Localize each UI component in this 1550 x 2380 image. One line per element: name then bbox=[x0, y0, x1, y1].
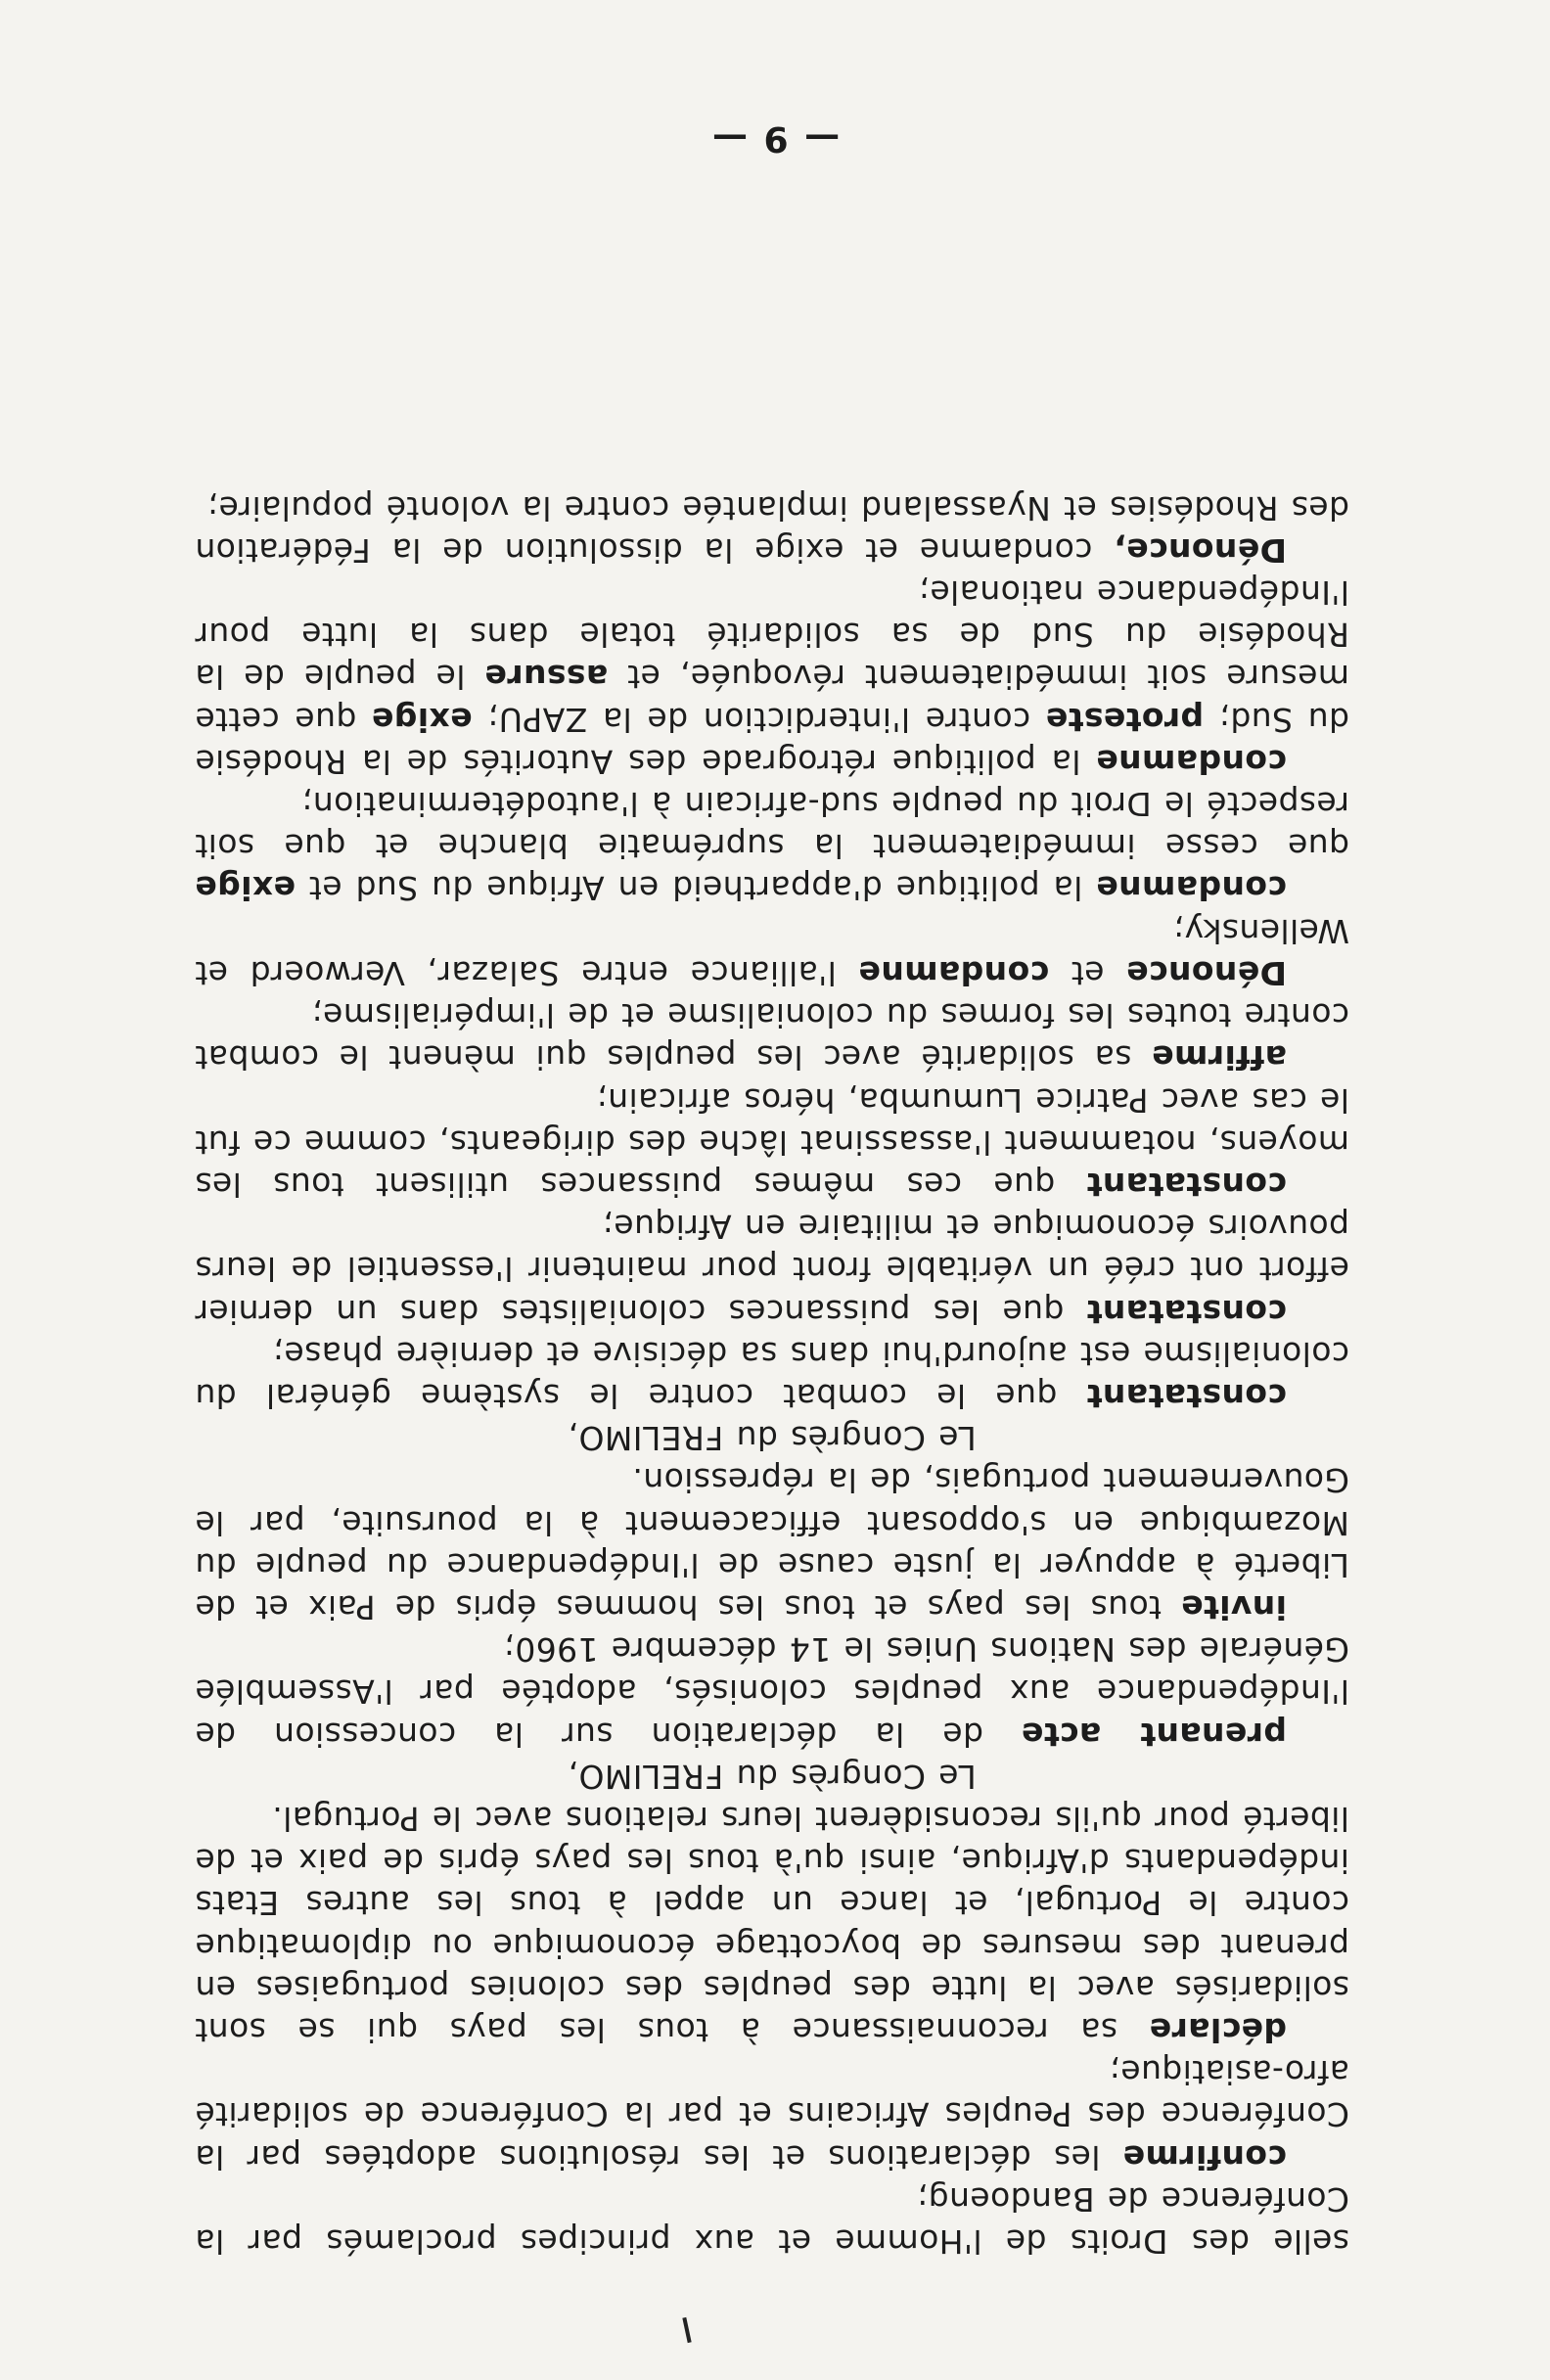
keyword-condamne: condamne bbox=[858, 953, 1050, 992]
paragraph-text: sa solidarité avec les peuples qui mènent le combat contre toutes les formes du colonialisme et de l'impérialisme; bbox=[195, 996, 1349, 1077]
paragraph-text: selle des Droits de l'Homme et aux principes proclamés par la Conférence de Bandoeng; bbox=[195, 2179, 1349, 2261]
stray-pen-mark bbox=[682, 2317, 691, 2343]
paragraph-text: tous les pays et tous les hommes épris de Paix et de Liberté à appuyer la juste cause de l'Indépendance du peuple du Mozambique en s'opposant efficacement à la poursuite, par le Gouvernement portugais, de la répression. bbox=[195, 1461, 1349, 1626]
paragraph-text: que cette mesure soit immédiatement révoquée, et bbox=[195, 658, 1349, 739]
paragraph-bandoeng bbox=[195, 2178, 1349, 2263]
paragraph-text: sa reconnaissance à tous les pays qui se sont solidarisés avec la lutte des peuples des colonies portugaises en prenant des mesures de boycottage économique ou diplomatique contre le Portugal, et lance un appel à tous les autres Etats indépendants d'Afrique, ainsi qu'à tous les pays épris de paix et de liberté pour qu'ils reconsidèrent leurs relations avec le Portugal. bbox=[195, 1799, 1349, 2049]
paragraph-denonce-condamne bbox=[195, 910, 1349, 994]
keyword-constatant: constatant bbox=[1086, 1165, 1287, 1204]
keyword-confirme: confirme bbox=[1122, 2137, 1287, 2176]
paragraph-text: et bbox=[1049, 953, 1126, 992]
keyword-constatant: constatant bbox=[1086, 1376, 1287, 1415]
keyword-denonce: Dénonce bbox=[1125, 953, 1287, 992]
page-number: — 9 — bbox=[709, 118, 841, 159]
keyword-prenant-acte: prenant acte bbox=[1021, 1715, 1287, 1754]
text-column bbox=[195, 486, 1349, 2263]
heading-congres-1 bbox=[195, 1756, 1349, 1798]
keyword-denonce: Dénonce, bbox=[1113, 530, 1287, 570]
keyword-condamne: condamne bbox=[1095, 742, 1287, 781]
keyword-proteste: proteste bbox=[1045, 700, 1205, 739]
paragraph-affirme bbox=[195, 994, 1349, 1078]
paragraph-federation bbox=[195, 486, 1349, 571]
paragraph-text: le peuple de la Rhodésie du Sud de sa solidarité totale dans la lutte pour l'Indépendance nationale; bbox=[194, 573, 1349, 697]
paragraph-text: que ces mêmes puissances utilisent tous les moyens, notamment l'assassinat lâche des dirigeants, comme ce fut le cas avec Patrice Lumumba, héros africain; bbox=[194, 1080, 1349, 1204]
paragraph-constatant-1 bbox=[195, 1333, 1349, 1417]
paragraph-rhodesie bbox=[195, 572, 1349, 783]
paragraph-text: les déclarations et les résolutions adoptées par la Conférence des Peuples Africains et par la Conférence de solidarité afro-asiatique; bbox=[195, 2053, 1349, 2176]
paragraph-apartheid bbox=[195, 783, 1349, 910]
paragraph-text: la politique d'appartheid en Afrique du Sud et bbox=[295, 869, 1096, 908]
paragraph-text: la politique rétrograde des Autorités de la Rhodésie du Sud; bbox=[195, 700, 1349, 781]
keyword-invite: invite bbox=[1180, 1587, 1287, 1626]
heading-text: Le Congrès du FRELIMO, bbox=[568, 1757, 977, 1796]
paragraph-text: l'alliance entre Salazar, Verwoerd et Wellensky; bbox=[195, 911, 1349, 992]
paragraph-text: contre l'interdiction de la ZAPU; bbox=[472, 700, 1046, 739]
keyword-declare: déclare bbox=[1149, 2010, 1287, 2049]
paragraph-declare bbox=[195, 1798, 1349, 2051]
keyword-assure: assure bbox=[484, 658, 609, 697]
paragraph-invite bbox=[195, 1459, 1349, 1628]
paragraph-text: que le combat contre le système général du colonialisme est aujourd'hui dans sa décisive et dernière phase; bbox=[195, 1334, 1349, 1415]
paragraph-text: que cesse immédiatement la suprématie blanche et que soit respecté le Droit du peuple sud-africain à l'autodétermination; bbox=[195, 785, 1349, 866]
paragraph-constatant-3 bbox=[195, 1078, 1349, 1206]
paragraph-text: condamne et exige la dissolution de la Fédération des Rhodésies et Nyassaland implantée contre la volonté populaire; bbox=[195, 488, 1349, 570]
paragraph-text: de la déclaration sur la concession de l'Indépendance aux peuples colonisés, adoptée par l'Assemblée Générale des Nations Unies le 14 décembre 1960; bbox=[195, 1630, 1349, 1754]
paragraph-prenant-acte bbox=[195, 1628, 1349, 1756]
paragraph-text: que les puissances colonialistes dans un dernier effort ont créé un véritable front pour maintenir l'essentiel de leurs pouvoirs économique et militaire en Afrique; bbox=[195, 1208, 1349, 1331]
heading-text: Le Congrès du FRELIMO, bbox=[568, 1419, 977, 1458]
paragraph-confirme bbox=[195, 2051, 1349, 2178]
keyword-constatant: constatant bbox=[1086, 1292, 1287, 1331]
keyword-exige: exige bbox=[371, 700, 473, 739]
keyword-exige: exige bbox=[195, 869, 296, 908]
paragraph-constatant-2 bbox=[195, 1206, 1349, 1333]
heading-congres-2 bbox=[195, 1417, 1349, 1459]
keyword-condamne: condamne bbox=[1095, 869, 1287, 908]
keyword-affirme: affirme bbox=[1151, 1038, 1287, 1077]
